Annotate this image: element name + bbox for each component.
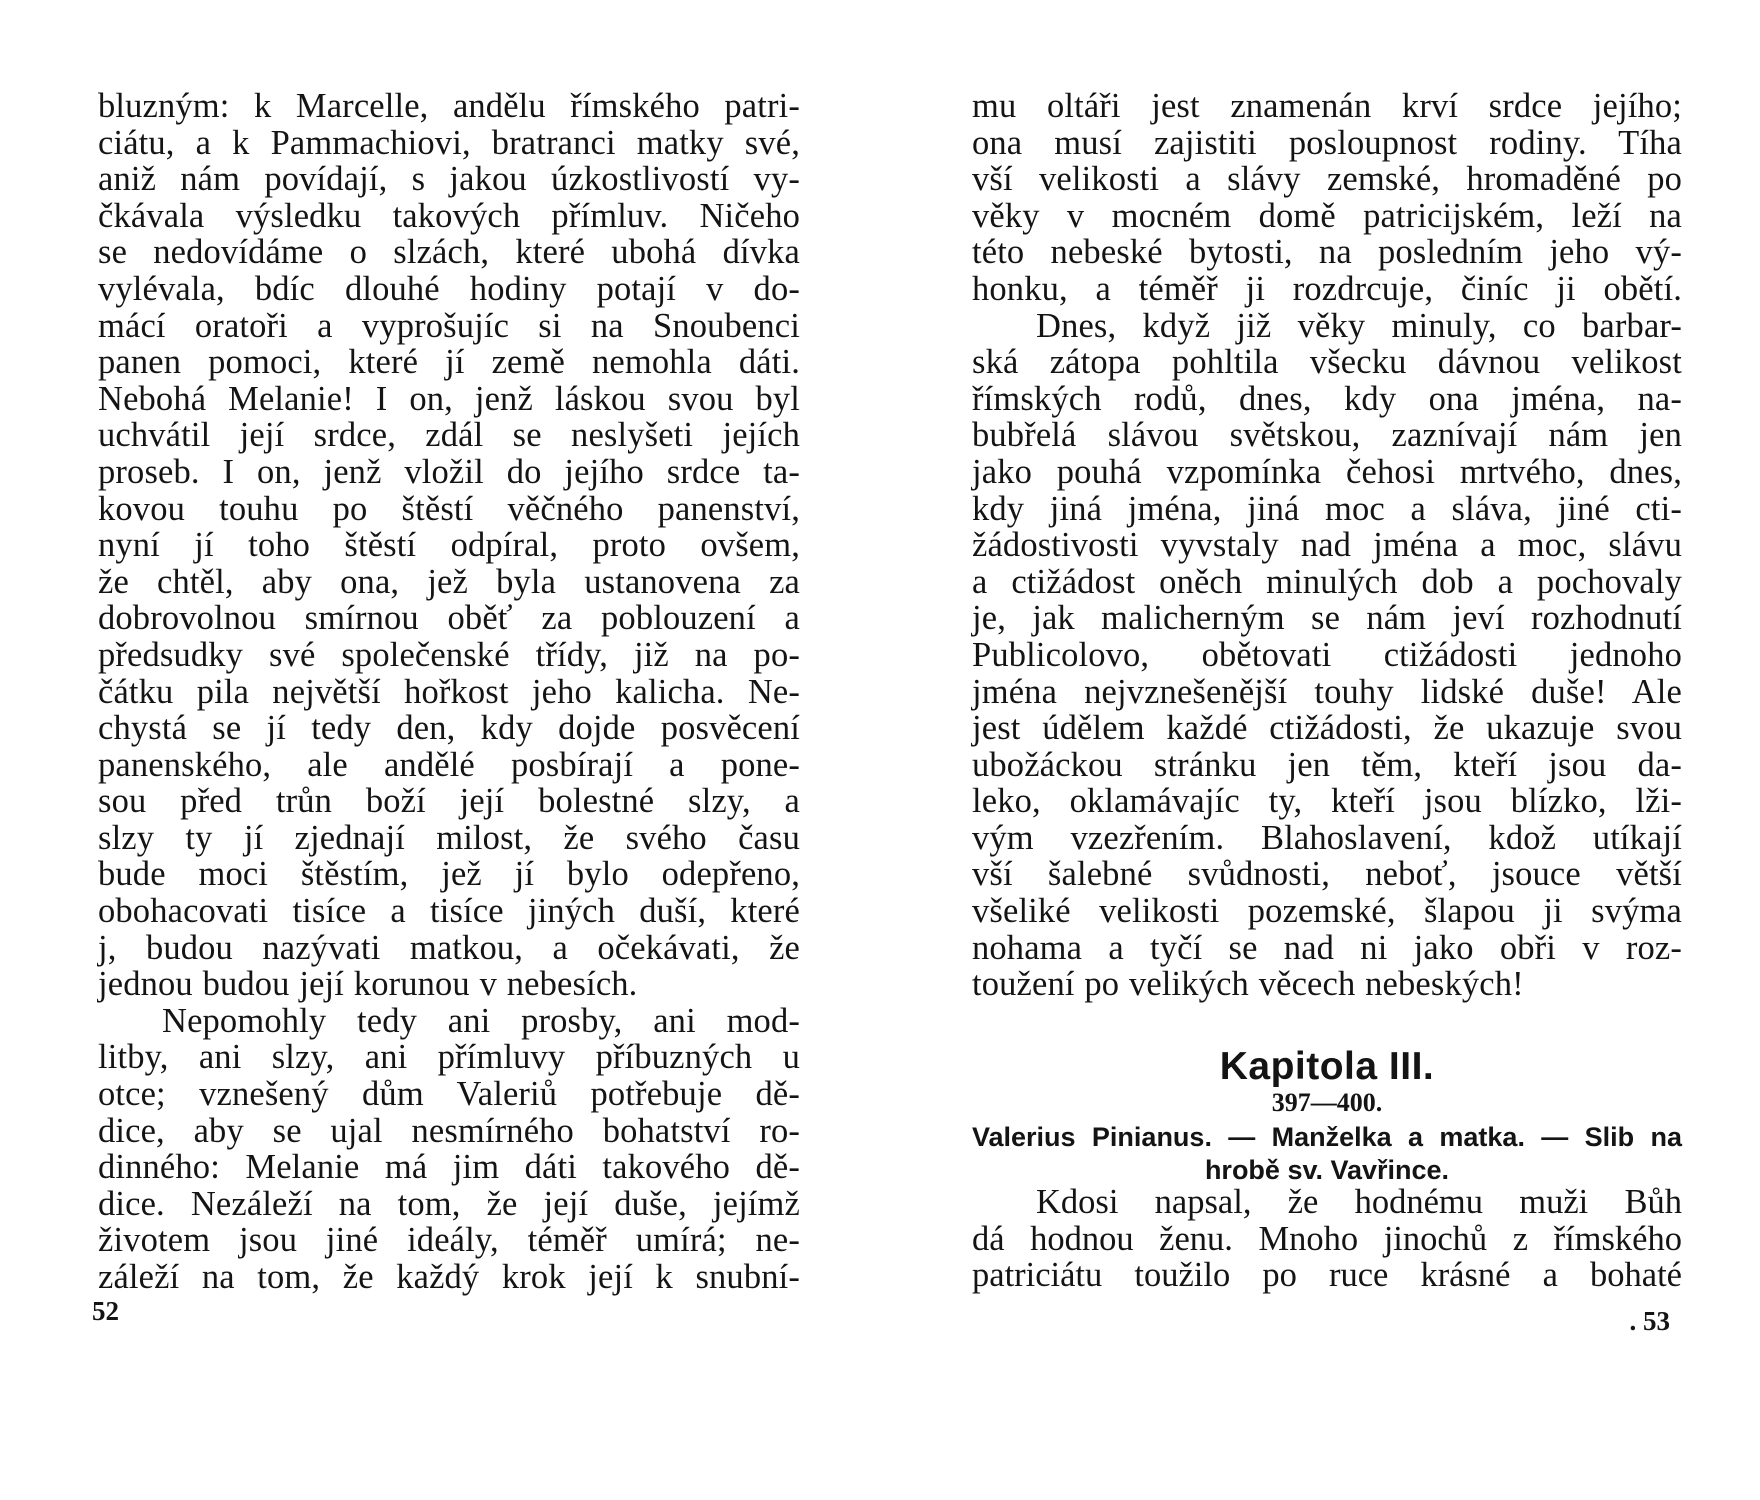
text-line: záleží na tom, že každý krok její k snubní- [98, 1258, 800, 1296]
text-line: ubožáckou stránku jen těm, kteří jsou da- [972, 745, 1682, 784]
text-line: této nebeské bytosti, na posledním jeho vý- [972, 233, 1682, 272]
text-line: ona musí zajistiti posloupnost rodiny. Tíha [972, 123, 1682, 162]
text-line: mácí oratoři a vyprošujíc si na Snoubenci [98, 306, 800, 345]
text-line: dice, aby se ujal nesmírného bohatství ro- [98, 1111, 800, 1150]
text-line: bubřelá slávou světskou, zaznívají nám jen [972, 416, 1682, 455]
text-line: ská zátopa pohltila všecku dávnou velikost [972, 343, 1682, 382]
text-line: nohama a tyčí se nad ni jako obři v roz- [972, 928, 1682, 967]
text-line: čkávala výsledku takových přímluv. Ničeho [98, 196, 800, 235]
text-line: Nebohá Melanie! I on, jenž láskou svou byl [98, 379, 800, 418]
text-line: vým vzezřením. Blahoslavení, kdož utíkají [972, 818, 1682, 857]
text-line: patriciátu toužilo po ruce krásné a bohaté [972, 1256, 1682, 1295]
text-line: bude moci štěstím, jež jí bylo odepřeno, [98, 855, 800, 894]
text-line: mu oltáři jest znamenán krví srdce jejího; [972, 87, 1682, 125]
chapter-text [972, 1184, 1682, 1294]
text-line: honku, a téměř ji rozdrcuje, činíc ji obětí. [972, 269, 1682, 308]
text-line: proseb. I on, jenž vložil do jejího srdce ta- [98, 452, 800, 491]
text-line: dobrovolnou smírnou oběť za poblouzení a [98, 599, 800, 638]
text-line: je, jak malicherným se nám jeví rozhodnutí [972, 599, 1682, 638]
text-line: jména nejvznešenější touhy lidské duše! Ale [972, 672, 1682, 711]
text-line: vylévala, bdíc dlouhé hodiny potají v do- [98, 269, 800, 308]
text-line: jako pouhá vzpomínka čehosi mrtvého, dnes, [972, 452, 1682, 491]
text-line: vší velikosti a slávy zemské, hromaděné po [972, 160, 1682, 199]
text-line: otce; vznešený dům Valeriů potřebuje dě- [98, 1075, 800, 1114]
text-line: ciátu, a k Pammachiovi, bratranci matky své, [98, 123, 800, 162]
text-line: dice. Nezáleží na tom, že její duše, jejímž [98, 1184, 800, 1223]
text-line: Dnes, když již věky minuly, co barbar- [1036, 306, 1682, 345]
left-page-text [98, 88, 800, 1296]
text-line: nyní jí toho štěstí odpíral, proto ovšem, [98, 526, 800, 565]
chapter-years: 397—400. [1271, 1088, 1383, 1117]
text-line: aniž nám povídají, s jakou úzkostlivostí vy- [98, 160, 800, 199]
text-line: dá hodnou ženu. Mnoho jinochů z římského [972, 1219, 1682, 1258]
text-line: vší šalebné svůdnosti, neboť, jsouce větší [972, 855, 1682, 894]
text-line: leko, oklamávajíc ty, kteří jsou blízko, lži- [972, 782, 1682, 821]
text-line: litby, ani slzy, ani přímluvy příbuzných u [98, 1038, 800, 1077]
text-line: věky v mocném domě patricijském, leží na [972, 196, 1682, 235]
text-line: životem jsou jiné ideály, téměř umírá; ne- [98, 1221, 800, 1260]
text-line: všeliké velikosti pozemské, šlapou ji svýma [972, 892, 1682, 931]
text-line: kovou touhu po štěstí věčného panenství, [98, 489, 800, 528]
text-line: se nedovídáme o slzách, které ubohá dívka [98, 233, 800, 272]
text-line: toužení po velikých věcech nebeských! [972, 965, 1524, 1004]
text-line: jednou budou její korunou v nebesích. [98, 965, 638, 1004]
text-line: obohacovati tisíce a tisíce jiných duší, které [98, 892, 800, 931]
chapter-summary: Valerius Pinianus. — Manželka a matka. — Slib na hrobě sv. Vavřince. [972, 1122, 1682, 1185]
text-line: že chtěl, aby ona, jež byla ustanovena za [98, 562, 800, 601]
text-line: j, budou nazývati matkou, a očekávati, že [98, 928, 800, 967]
text-line: uchvátil její srdce, zdál se neslyšeti jejích [98, 416, 800, 455]
text-line: žádostivosti vyvstaly nad jména a moc, slávu [972, 526, 1682, 565]
right-page [880, 0, 1760, 1500]
text-line: panen pomoci, které jí země nemohla dáti. [98, 343, 800, 382]
text-line: slzy ty jí zjednají milost, že svého času [98, 818, 800, 857]
text-line: římských rodů, dnes, kdy ona jména, na- [972, 379, 1682, 418]
text-line: dinného: Melanie má jim dáti takového dě- [98, 1148, 800, 1187]
text-line: chystá se jí tedy den, kdy dojde posvěcení [98, 709, 800, 748]
text-line: sou před trůn boží její bolestné slzy, a [98, 782, 800, 821]
text-line: předsudky své společenské třídy, již na po- [98, 635, 800, 674]
page-number: 52 [92, 1296, 119, 1326]
text-line: a ctižádost oněch minulých dob a pochovaly [972, 562, 1682, 601]
text-line: bluzným: k Marcelle, andělu římského patri- [98, 87, 800, 125]
text-line: panenského, ale andělé posbírají a pone- [98, 745, 800, 784]
text-line: Kdosi napsal, že hodnému muži Bůh [1036, 1183, 1682, 1221]
right-page-text [972, 88, 1682, 1003]
text-line: jest údělem každé ctižádosti, že ukazuje svou [972, 709, 1682, 748]
text-line: Nepomohly tedy ani prosby, ani mod- [162, 1001, 800, 1040]
text-line: čátku pila největší hořkost jeho kalicha. Ne- [98, 672, 800, 711]
chapter-heading [972, 1045, 1682, 1187]
text-line: Publicolovo, obětovati ctižádosti jednoho [972, 635, 1682, 674]
text-line: kdy jiná jména, jiná moc a sláva, jiné cti- [972, 489, 1682, 528]
page-number: . 53 [1629, 1306, 1670, 1336]
chapter-title: Kapitola III. [1219, 1045, 1435, 1088]
